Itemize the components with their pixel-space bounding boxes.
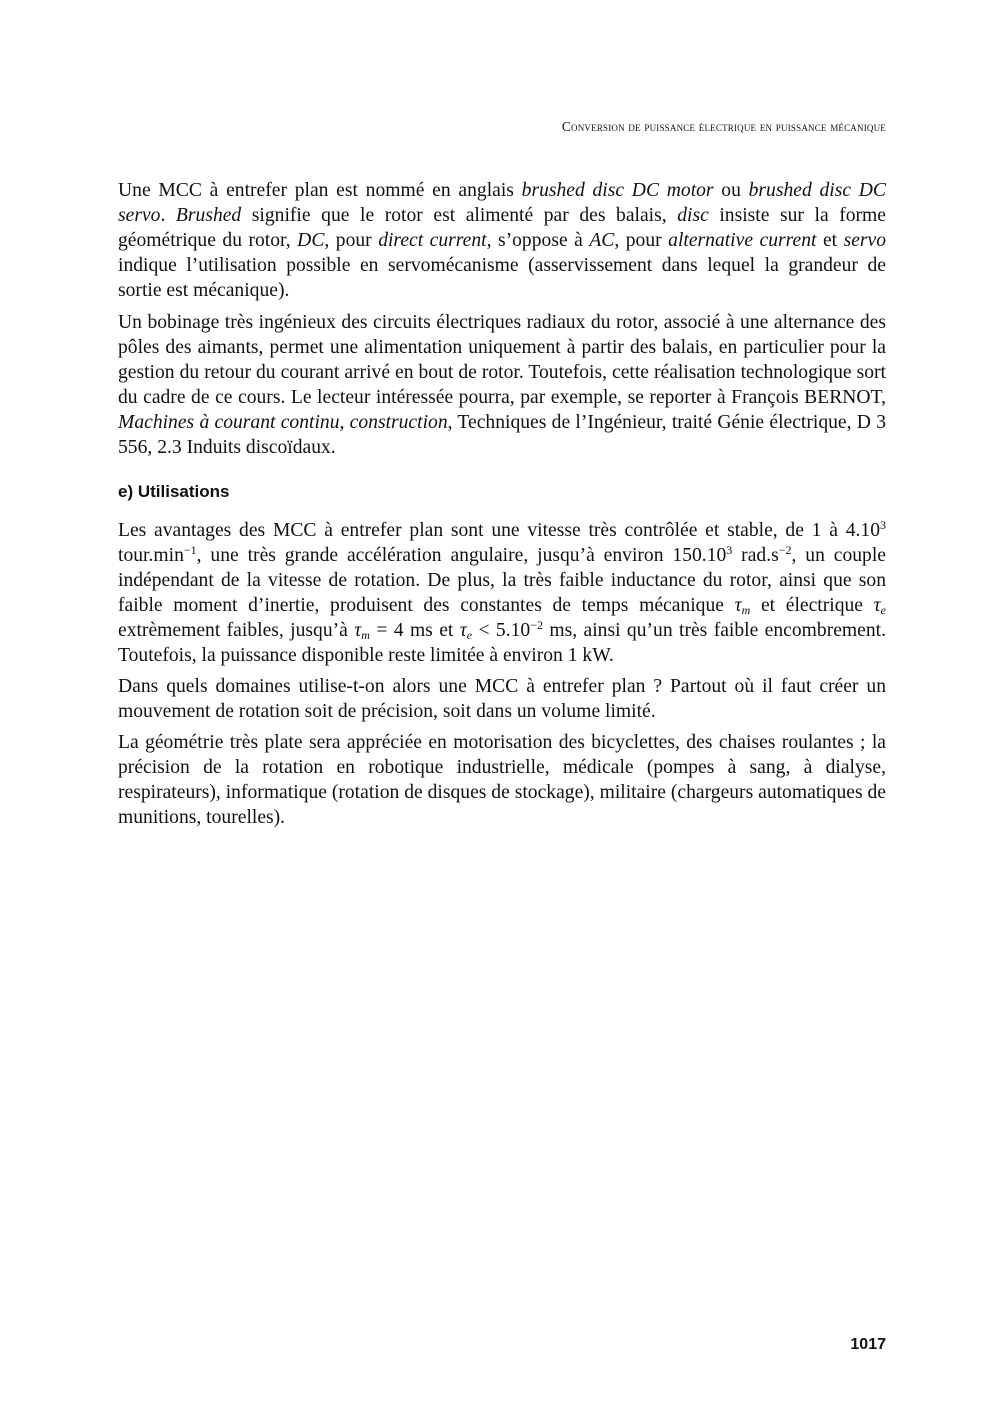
- paragraph-mcc-definition: Une MCC à entrefer plan est nommé en anglais brushed disc DC motor ou brushed disc DC servo. Brushed signifie que le rotor est alimenté par des balais, disc insiste sur la forme géométrique du rotor, DC, pour direct current, s’oppose à AC, pour alternative current et servo indique l’utilisation possible en servomécanisme (asservissement dans lequel la grandeur de sortie est mécanique).: [118, 180, 887, 301]
- italic-term: direct current: [378, 230, 487, 251]
- section-heading: e) Utilisations: [118, 482, 230, 501]
- superscript: −1: [183, 543, 197, 557]
- superscript: 3: [726, 543, 733, 557]
- page-body: [118, 178, 886, 836]
- italic-term: DC: [297, 230, 325, 251]
- italic-term: AC: [589, 230, 615, 251]
- paragraph-bobinage: Un bobinage très ingénieux des circuits électriques radiaux du rotor, associé à une alternance des pôles des aimants, permet une alimentation uniquement à partir des balais, en particulier pour la gestion du retour du courant arrivé en bout de rotor. Toutefois, cette réalisation technologique sort du cadre de ce cours. Le lecteur intéressée pourra, par exemple, se reporter à François BERNOT, Machines à courant continu, construction, Techniques de l’Ingénieur, traité Génie électrique, D 3 556, 2.3 Induits discoïdaux.: [118, 312, 886, 458]
- page-number: 1017: [850, 1336, 886, 1353]
- italic-term: brushed disc DC servo: [118, 180, 886, 226]
- paragraph-avantages: Les avantages des MCC à entrefer plan sont une vitesse très contrôlée et stable, de 1 à 4.10$^3$ $tour.\min^{-1}$, une très grande accélération angulaire, jusqu’à environ 150.10$^3$ $rad.s^{-2}$, un couple indépendant de la vitesse de rotation. De plus, la très faible inductance du rotor, ainsi que son faible moment d’inertie, produisent des constantes de temps mécanique $\tau_m$ et électrique $\tau_e$ extrèmement faibles, jusqu’à $\tau_m = 4$ ms et $\tau_e < 5.10^{-2}$ ms, ainsi qu’un très faible encombrement. Toutefois, la puissance disponible reste limitée à environ 1 kW.: [118, 518, 887, 666]
- italic-term: servo: [843, 230, 887, 251]
- italic-reference-title: Machines à courant continu, construction: [118, 412, 448, 433]
- tau-symbol: τ: [354, 620, 362, 641]
- tau-symbol: τ: [459, 620, 467, 641]
- subscript: e: [466, 628, 473, 642]
- subscript: m: [741, 603, 751, 617]
- superscript: −2: [530, 618, 543, 632]
- italic-term: disc: [677, 205, 709, 226]
- subscript: m: [361, 628, 370, 642]
- paragraph-domaines: Dans quels domaines utilise-t-on alors une MCC à entrefer plan ? Partout où il faut créer un mouvement de rotation soit de précision, soit dans un volume limité.: [118, 676, 886, 722]
- italic-term: brushed disc DC motor: [521, 180, 714, 201]
- running-head: Conversion de puissance électrique en puissance mécanique: [561, 119, 886, 134]
- superscript: 3: [880, 518, 886, 532]
- tau-symbol: τ: [734, 595, 742, 616]
- italic-term: Brushed: [175, 205, 242, 226]
- italic-term: alternative current: [668, 230, 817, 251]
- paragraph-applications: La géométrie très plate sera appréciée en motorisation des bicyclettes, des chaises roulantes ; la précision de la rotation en robotique industrielle, médicale (pompes à sang, à dialyse, respirateurs), informatique (rotation de disques de stockage), militaire (chargeurs automatiques de munitions, tourelles).: [118, 732, 886, 828]
- tau-symbol: τ: [873, 595, 881, 616]
- subscript: e: [880, 603, 886, 617]
- superscript: −2: [778, 543, 792, 557]
